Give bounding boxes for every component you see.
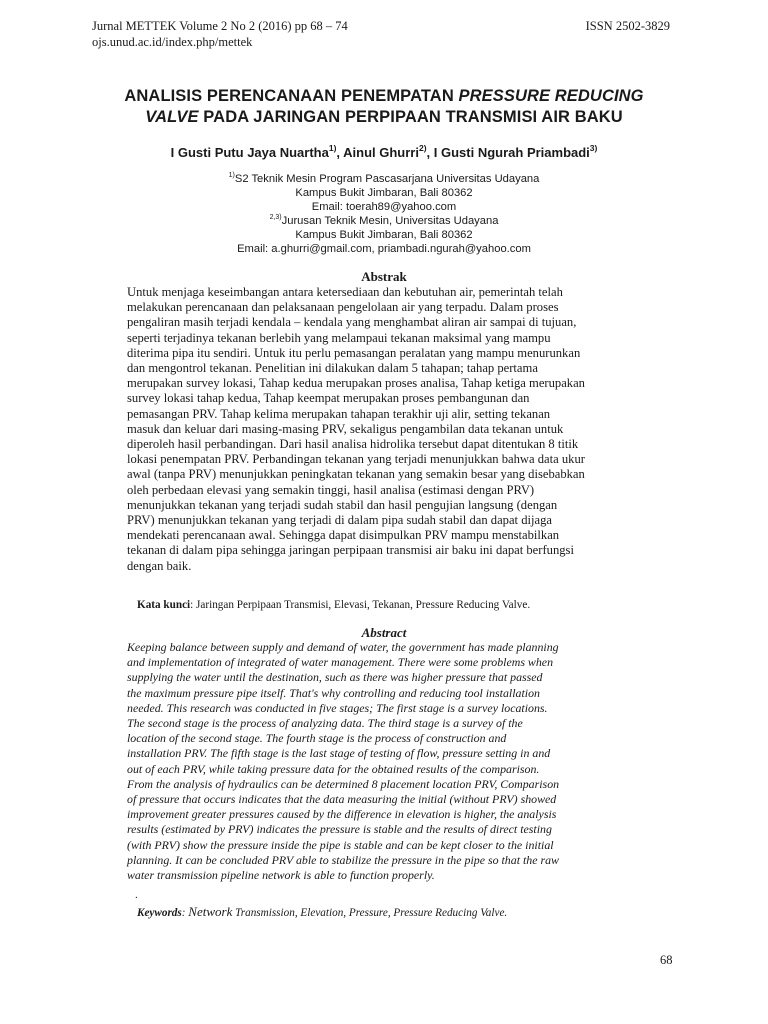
keywords-first-word: Network	[188, 904, 233, 919]
paper-title	[80, 86, 688, 128]
abstract-line: the maximum pressure pipe itself. That's why controlling and reducing tool installation	[127, 685, 540, 700]
affiliations	[80, 172, 688, 256]
abstrak-line: PRV) menunjukkan tekanan yang terjadi di dalam pipa sudah stabil dan dapat dijaga	[127, 513, 552, 528]
title-text-2: PADA JARINGAN PERPIPAAN TRANSMISI AIR BAKU	[198, 108, 623, 126]
abstract-line: of pressure that occurs indicates that the data measuring the initial (without PRV) showed	[127, 792, 557, 807]
abstract-line: Keeping balance between supply and demand of water, the government has made planning	[127, 640, 559, 654]
journal-citation: Jurnal METTEK Volume 2 No 2 (2016) pp 68 – 74	[92, 19, 348, 33]
abstract-line: needed. This research was conducted in five stages; The first stage is a survey locations.	[127, 700, 548, 715]
kata-kunci-text: : Jaringan Perpipaan Transmisi, Elevasi, Tekanan, Pressure Reducing Valve.	[190, 599, 531, 611]
author-3: , I Gusti Ngurah Priambadi	[426, 145, 590, 160]
abstract-line: (with PRV) show the pressure inside the pipe is stable and can be kept closer to the initial	[127, 837, 554, 852]
abstrak-line: survey lokasi tahap kedua, Tahap keempat merupakan proses pembangunan dan	[127, 391, 530, 406]
running-header	[92, 18, 670, 50]
abstrak-line: awal (tanpa PRV) menunjukkan peningkatan tekanan yang semakin besar yang disebabkan	[127, 467, 585, 482]
affil-sup-1: 1)	[228, 172, 235, 179]
keywords-text: Transmission, Elevation, Pressure, Pressure Reducing Valve.	[232, 907, 508, 919]
abstrak-line: pengaliran masih terjadi kendala – kendala yang menghambat aliran air sampai di tujuan,	[127, 315, 577, 330]
abstract-line: planning. It can be concluded PRV able to stabilize the pressure in the pipe so that the raw	[127, 852, 559, 867]
affil-email: Email: toerah89@yahoo.com	[311, 201, 457, 213]
author-1: I Gusti Putu Jaya Nuartha	[170, 145, 329, 160]
abstract-line: From the analysis of hydraulics can be determined 8 placement location PRV, Comparison	[127, 776, 560, 791]
abstract-line: The second stage is the process of analyzing data. The third stage is a survey of the	[127, 716, 523, 731]
abstrak-line: merupakan survey lokasi, Tahap kedua merupakan proses analisa, Tahap ketiga merupakan	[127, 376, 585, 391]
issn: ISSN 2502-3829	[585, 19, 670, 33]
abstrak-line: melakukan perencanaan dan pelaksanaan pengelolaan air yang terpadu. Dalam proses	[127, 300, 559, 315]
abstrak-line: seperti terjadinya tekanan berlebih yang melampaui tekanan maksimal yang mampu	[127, 330, 551, 345]
affil-line: Jurusan Teknik Mesin, Universitas Udayana	[281, 215, 499, 227]
affil-email: Email: a.ghurri@gmail.com, priambadi.ngurah@yahoo.com	[237, 243, 531, 255]
title-italic-2: VALVE	[145, 108, 199, 126]
abstract-line: improvement greater pressures caused by the difference in elevation is higher, the analysis	[127, 807, 557, 822]
author-2-sup: 2)	[418, 143, 427, 153]
abstract-line: supplying the water until the destination, such as there was higher pressure that passed	[127, 670, 543, 685]
stray-dot: .	[135, 889, 138, 901]
keywords-colon: :	[181, 907, 189, 919]
keywords	[137, 904, 657, 921]
author-3-sup: 3)	[589, 143, 598, 153]
abstract-line: results (estimated by PRV) indicates the pressure is stable and the results of direct testing	[127, 822, 552, 837]
page-number: 68	[660, 953, 673, 967]
abstract-line: out of each PRV, while taking pressure data for the obtained results of the comparison.	[127, 761, 540, 776]
abstrak-line: diperoleh hasil perbandingan. Dari hasil analisa hidrolika tersebut dapat ditentukan 8 titik	[127, 437, 579, 452]
author-1-sup: 1)	[328, 143, 337, 153]
abstrak-line: masuk dan keluar dari masing-masing PRV, sekaligus pengambilan data tekanan untuk	[127, 421, 564, 436]
title-text-1: ANALISIS PERENCANAAN PENEMPATAN	[124, 87, 459, 105]
abstrak-line: oleh perbedaan elevasi yang semakin tinggi, hasil analisa (estimasi dengan PRV)	[127, 482, 535, 497]
affil-line: Kampus Bukit Jimbaran, Bali 80362	[295, 187, 473, 199]
keywords-label: Keywords	[137, 907, 182, 919]
abstrak-line: diterima pipa itu sendiri. Untuk itu perlu pemasangan peralatan yang mampu menurunkan	[127, 345, 581, 360]
abstract-heading: Abstract	[361, 625, 407, 640]
abstrak-body	[127, 285, 641, 574]
kata-kunci-label: Kata kunci	[137, 599, 191, 611]
abstrak-line: lokasi penempatan PRV. Perbandingan tekanan yang terjadi menunjukkan bahwa data ukur	[127, 452, 585, 467]
abstrak-line: mendekati perencanaan awal. Sehingga dapat disimpulkan PRV mampu menstabilkan	[127, 528, 560, 543]
author-2: , Ainul Ghurri	[336, 145, 419, 160]
affil-line: Kampus Bukit Jimbaran, Bali 80362	[295, 229, 473, 241]
author-list	[80, 144, 688, 162]
abstrak-heading: Abstrak	[361, 269, 407, 284]
title-italic-1: PRESSURE REDUCING	[458, 87, 644, 105]
journal-url: ojs.unud.ac.id/index.php/mettek	[92, 35, 253, 49]
abstrak-line: pemasangan PRV. Tahap kelima merupakan tahapan terakhir uji alir, setting tekanan	[127, 406, 551, 421]
abstrak-line: dan mengontrol tekanan. Penelitian ini dilakukan dalam 5 tahapan; tahap pertama	[127, 361, 538, 376]
affil-line: S2 Teknik Mesin Program Pascasarjana Universitas Udayana	[234, 173, 540, 185]
affil-sup-2: 2,3)	[269, 214, 282, 221]
kata-kunci	[137, 598, 657, 612]
abstrak-line: dengan baik.	[127, 558, 192, 573]
abstrak-line: tekanan di dalam pipa sehingga jaringan perpipaan transmisi air baku ini dapat berfungsi	[127, 543, 574, 558]
abstract-line: location of the second stage. The fourth stage is the process of construction and	[127, 731, 507, 746]
abstrak-line: menunjukkan tekanan yang terjadi sudah stabil dan hasil pengujian langsung (dengan	[127, 497, 558, 512]
abstract-body	[127, 640, 641, 883]
abstract-line: installation PRV. The fifth stage is the last stage of testing of flow, pressure setting in and	[127, 746, 551, 761]
abstrak-line: Untuk menjaga keseimbangan antara ketersediaan dan kebutuhan air, pemerintah telah	[127, 285, 563, 299]
abstract-line: and implementation of integrated of water management. There were some problems when	[127, 655, 554, 670]
abstract-line: water transmission pipeline network is able to function properly.	[127, 868, 435, 883]
